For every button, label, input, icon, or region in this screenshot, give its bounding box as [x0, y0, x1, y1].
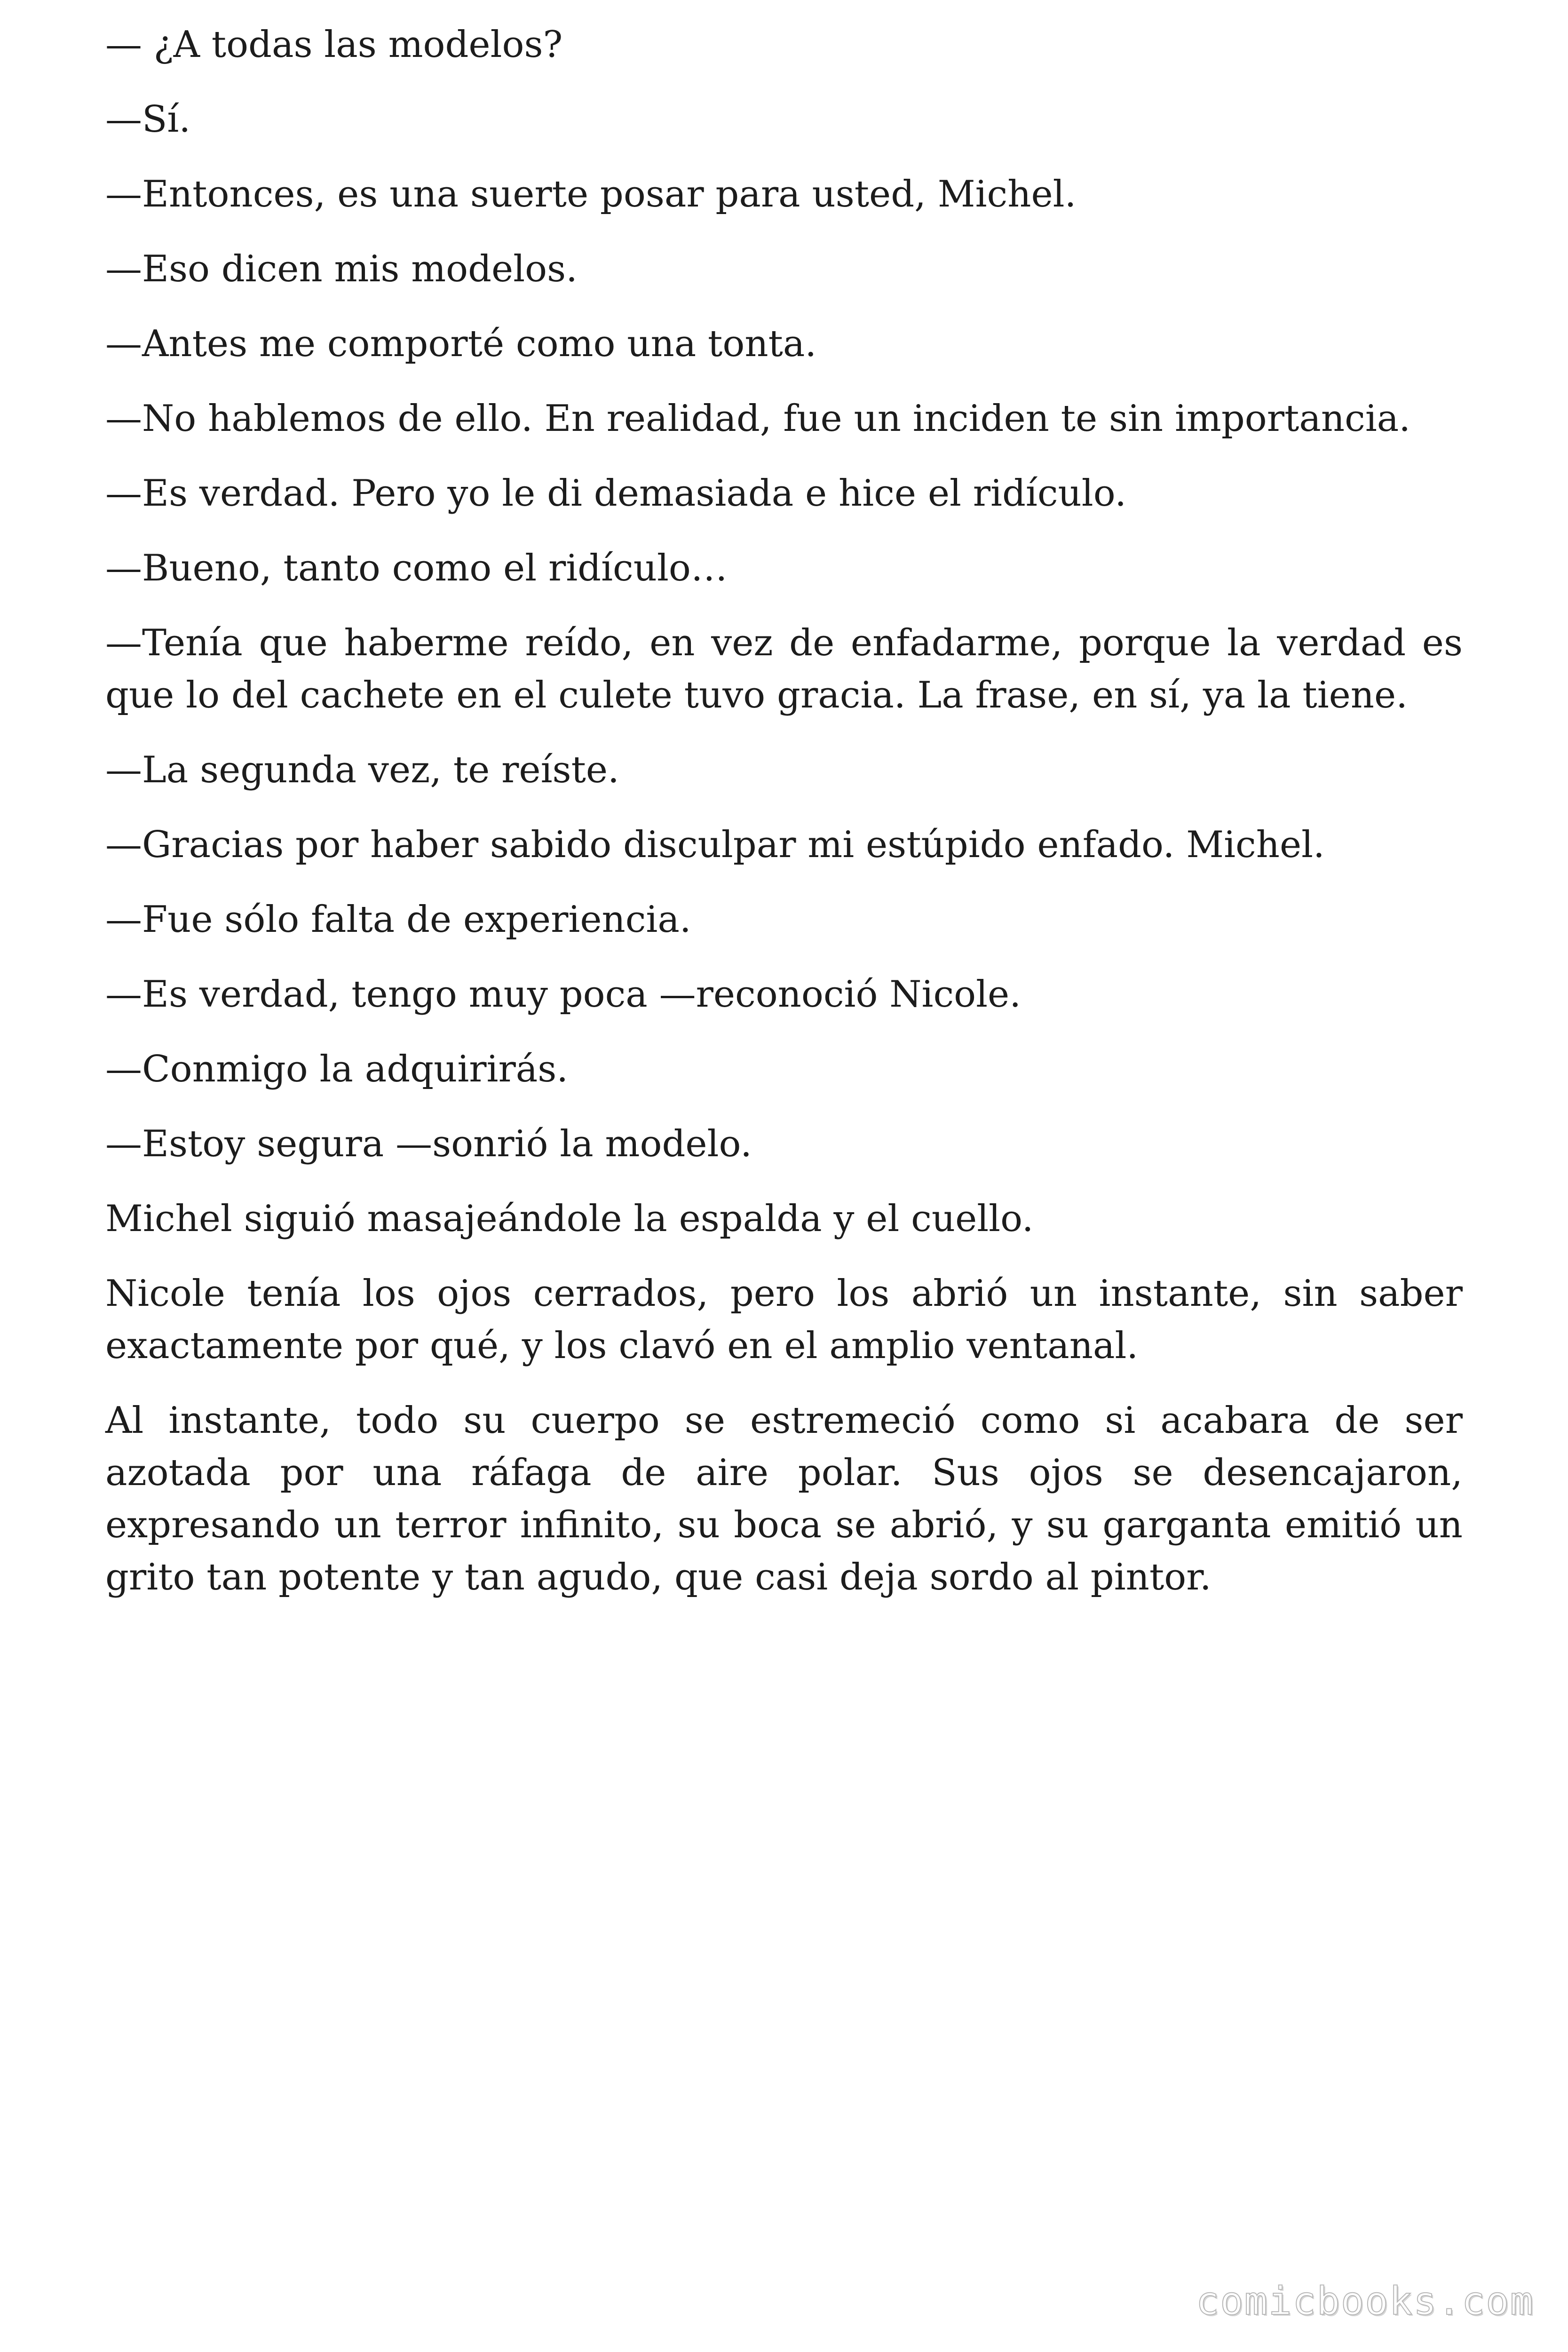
paragraph: —Entonces, es una suerte posar para usted, Michel.: [105, 173, 1077, 215]
paragraph: Nicole tenía los ojos cerrados, pero los abrió un instante, sin saber exactamente por qué, y los clavó en el amplio ventanal.: [105, 1272, 1463, 1367]
watermark: comicbooks.com: [1196, 2279, 1534, 2324]
paragraph: —Estoy segura —sonrió la modelo.: [105, 1123, 752, 1165]
paragraph: —Eso dicen mis modelos.: [105, 248, 578, 290]
page-text: [105, 19, 1463, 1626]
paragraph: —Es verdad. Pero yo le di demasiada e hice el ridículo.: [105, 472, 1127, 515]
paragraph: — ¿A todas las modelos?: [105, 24, 563, 66]
paragraph: —Conmigo la adquirirás.: [105, 1048, 569, 1090]
paragraph: —Fue sólo falta de experiencia.: [105, 898, 691, 941]
paragraph: —No hablemos de ello. En realidad, fue un inciden te sin importancia.: [105, 397, 1411, 440]
paragraph: —Tenía que haberme reído, en vez de enfadarme, porque la verdad es que lo del cachete en el culete tuvo gracia. La frase, en sí, ya la tiene.: [105, 622, 1463, 716]
paragraph: Michel siguió masajeándole la espalda y el cuello.: [105, 1198, 1034, 1240]
paragraph: —Antes me comporté como una tonta.: [105, 323, 817, 365]
paragraph: —Es verdad, tengo muy poca —reconoció Nicole.: [105, 973, 1021, 1016]
paragraph: —Bueno, tanto como el ridículo…: [105, 547, 728, 589]
paragraph: Al instante, todo su cuerpo se estremeció como si acabara de ser azotada por una ráfaga de aire polar. Sus ojos se desencajaron, expresando un terror infinito, su boca se abrió, y su garganta emitió un grito tan potente y tan agudo, que casi deja sordo al pintor.: [105, 1399, 1463, 1598]
paragraph: —Sí.: [105, 98, 191, 141]
paragraph: —Gracias por haber sabido disculpar mi estúpido enfado. Michel.: [105, 824, 1325, 866]
paragraph: —La segunda vez, te reíste.: [105, 749, 619, 791]
